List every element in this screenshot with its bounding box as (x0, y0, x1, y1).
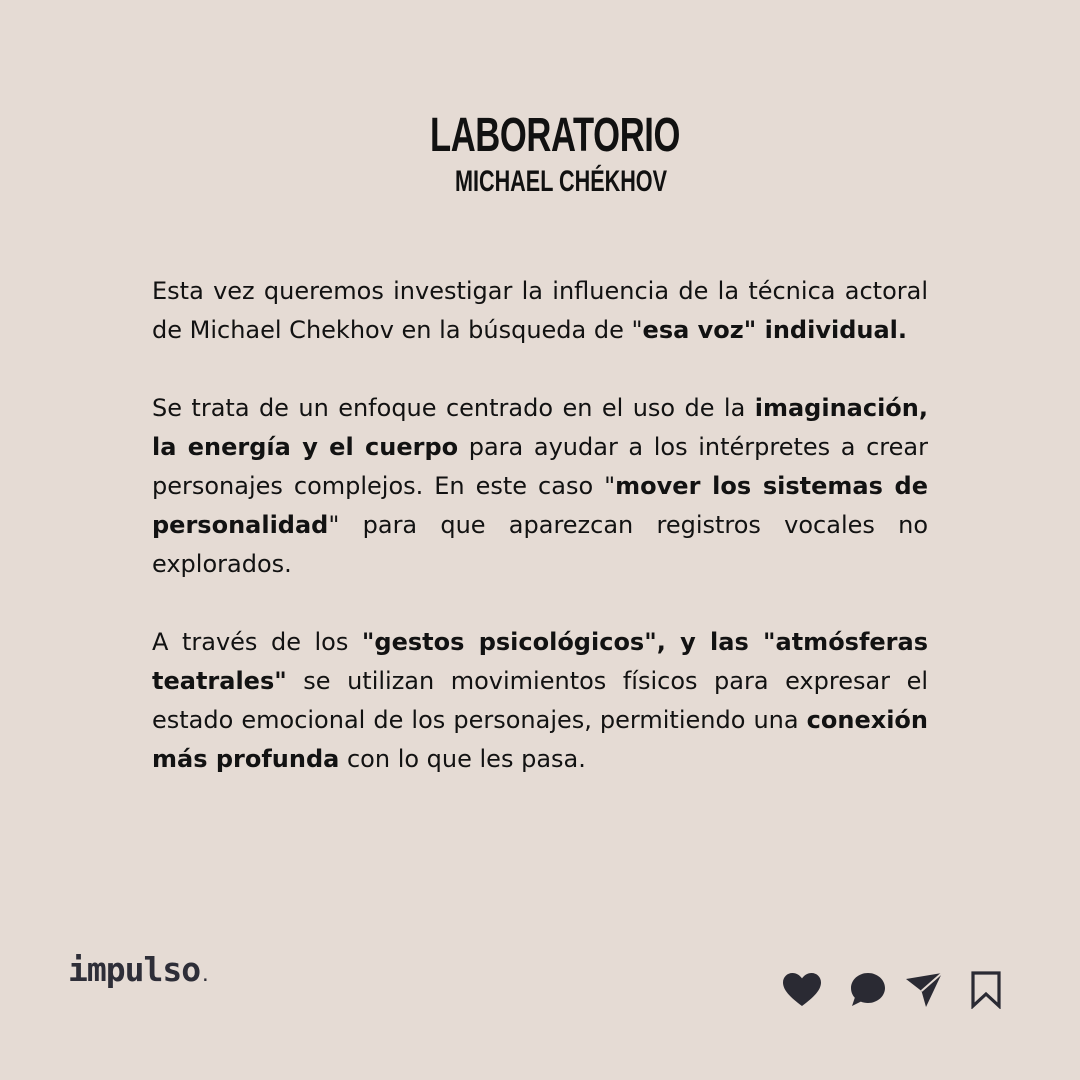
paragraph-1-bold-1: esa voz" individual. (642, 316, 908, 344)
save-button[interactable] (964, 968, 1008, 1012)
body-text (152, 272, 928, 779)
page-title: LABORATORIO (429, 109, 681, 162)
title-block (0, 108, 1080, 200)
impulso-logo (68, 948, 209, 999)
comment-button[interactable] (846, 968, 890, 1012)
paragraph-2-bold-1: imaginación, la energía y el cuerpo (152, 394, 928, 461)
paragraph-3-bold-2: conexión más profunda (152, 706, 928, 773)
paragraph-1-text-1: Esta vez queremos investigar la influencia de la técnica actoral de Michael Chekhov en la búsqueda de " (152, 277, 928, 344)
bookmark-icon (969, 971, 1003, 1009)
paragraph-2 (152, 389, 928, 584)
comment-bubble-icon (849, 971, 887, 1009)
logo-text: impulso (68, 950, 201, 989)
like-button[interactable] (780, 968, 824, 1012)
paragraph-3-text-2: se utilizan movimientos físicos para expresar el estado emocional de los personajes, permitiendo una (152, 667, 928, 734)
heart-icon (782, 972, 822, 1008)
page-subtitle: MICHAEL CHÉKHOV (454, 165, 668, 198)
paragraph-2-text-2: para ayudar a los intérpretes a crear personajes complejos. En este caso " (152, 433, 928, 500)
paragraph-2-bold-2: mover los sistemas de personalidad (152, 472, 929, 539)
logo-mark: . (201, 969, 209, 985)
paragraph-1 (152, 272, 928, 350)
post-actions (780, 968, 1010, 1012)
share-button[interactable] (902, 968, 946, 1012)
paragraph-3-text-1: A través de los (152, 628, 362, 656)
paragraph-2-text-1: Se trata de un enfoque centrado en el uso de la (152, 394, 755, 422)
send-icon (904, 971, 944, 1009)
paragraph-3-bold-1: "gestos psicológicos", y las "atmósferas teatrales" (152, 628, 928, 695)
paragraph-3-text-3: con lo que les pasa. (339, 745, 586, 773)
paragraph-3 (152, 623, 928, 779)
paragraph-2-text-3: " para que aparezcan registros vocales no explorados. (152, 511, 928, 578)
